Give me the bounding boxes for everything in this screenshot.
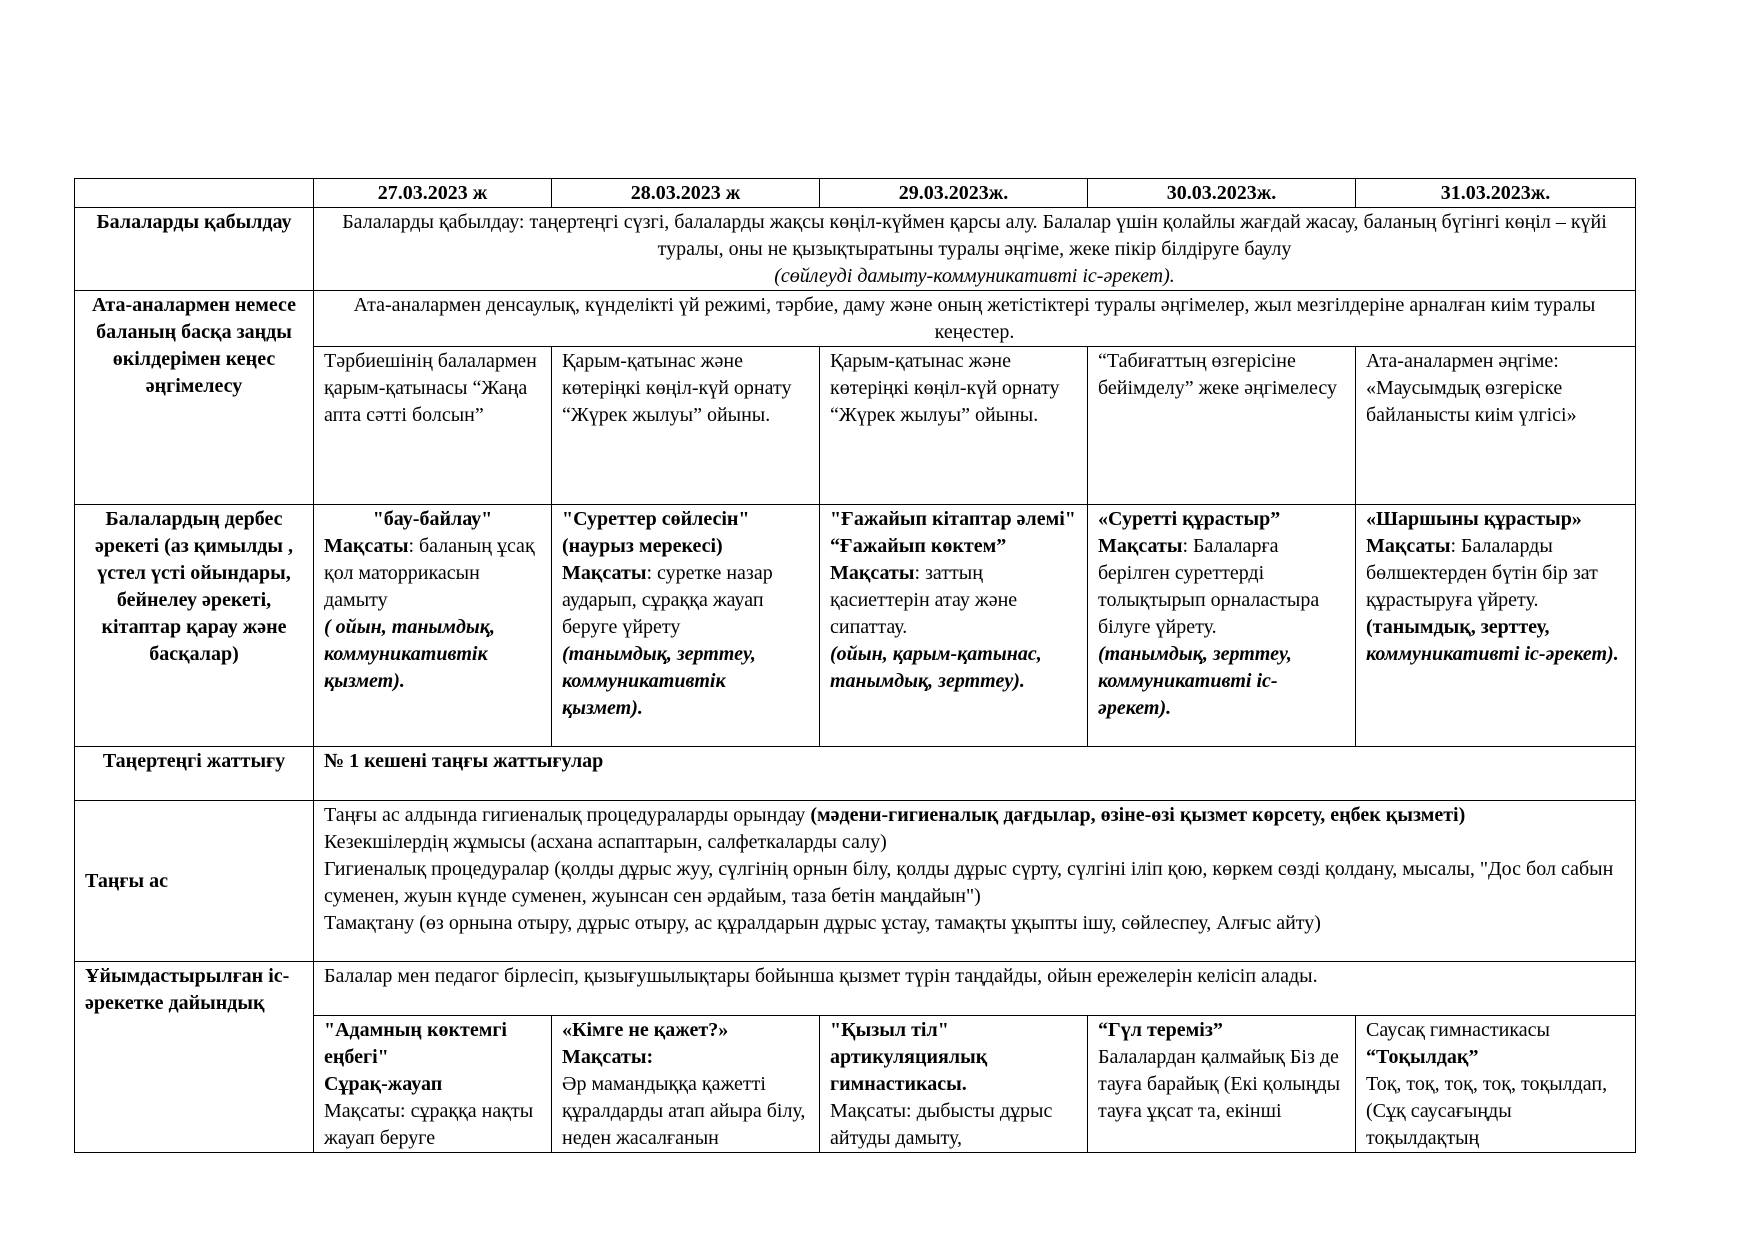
activity-title: «Суретті құрастыр”	[1098, 508, 1281, 530]
parents-row	[75, 291, 1636, 347]
organized-subtitle: Сұрақ-жауап	[324, 1073, 443, 1095]
organized-day-5	[1356, 1016, 1636, 1153]
date-header-2: 28.03.2023 ж	[552, 179, 820, 208]
activity-type-bold: (танымдық, зерттеу,	[1366, 616, 1550, 638]
parents-day-3: Қарым-қатынас және көтеріңкі көңіл-күй орнату “Жүрек жылуы” ойыны.	[820, 347, 1088, 505]
breakfast-line-1-bold: (мәдени-гигиеналық дағдылар, өзіне-өзі қызмет көрсету, еңбек қызметі)	[810, 804, 1466, 826]
goal-word: Мақсаты	[1366, 535, 1451, 557]
parents-label: Ата-аналармен немесе баланың басқа заңды өкілдерімен кеңес әңгімелесу	[75, 291, 314, 505]
independent-row	[75, 505, 1636, 747]
date-header-row	[75, 179, 1636, 208]
morning-exercise-row	[75, 747, 1636, 801]
parents-day-1: Тәрбиешінің балалармен қарым-қатынасы “Жаңа апта сәтті болсын”	[314, 347, 552, 505]
breakfast-line-1: Таңғы ас алдында гигиеналық процедураларды орындау	[324, 804, 811, 826]
organized-text: Балалардан қалмайық Біз де тауға барайық (Екі қолыңды тауға ұқсат та, екінші	[1098, 1046, 1341, 1122]
parents-day-2: Қарым-қатынас және көтеріңкі көңіл-күй орнату “Жүрек жылуы” ойыны.	[552, 347, 820, 505]
organized-goal: Мақсаты:	[562, 1046, 654, 1068]
independent-day-3	[820, 505, 1088, 747]
organized-day-4	[1088, 1016, 1356, 1153]
date-header-4: 30.03.2023ж.	[1088, 179, 1356, 208]
independent-day-2	[552, 505, 820, 747]
independent-label: Балалардың дербес әрекеті (аз қимылды , үстел үсті ойындары, бейнелеу әрекеті, кітаптар қарау және басқалар)	[75, 505, 314, 747]
goal-word: Мақсаты	[830, 562, 915, 584]
goal-word: Мақсаты	[324, 535, 409, 557]
morning-exercise-label: Таңертеңгі жаттығу	[75, 747, 314, 801]
activity-title: "Ғажайып кітаптар әлемі"	[830, 508, 1076, 530]
morning-exercise-text: № 1 кешені таңғы жаттығулар	[314, 747, 1636, 801]
reception-cell	[314, 208, 1636, 291]
organized-day-3	[820, 1016, 1088, 1153]
independent-day-4	[1088, 505, 1356, 747]
activity-type: (ойын, қарым-қатынас, танымдық, зерттеу).	[830, 643, 1042, 692]
reception-label: Балаларды қабылдау	[75, 208, 314, 291]
organized-title-plain: Саусақ гимнастикасы	[1366, 1019, 1550, 1041]
activity-goal: : Балаларды бөлшектерден бүтін бір зат құрастыруға үйрету.	[1366, 535, 1598, 611]
organized-title: "Қызыл тіл" артикуляциялық гимнастикасы.	[830, 1019, 988, 1095]
parents-day-4: “Табиғаттың өзгерісіне бейімделу” жеке әңгімелесу	[1088, 347, 1356, 505]
activity-type: ( ойын, танымдық, коммуникативтік қызмет).	[324, 616, 495, 692]
breakfast-cell	[314, 801, 1636, 962]
parents-common: Ата-аналармен денсаулық, күнделікті үй режимі, тәрбие, даму және оның жетістіктері туралы әңгімелер, жыл мезгілдеріне арналған киім туралы кеңестер.	[314, 291, 1636, 347]
breakfast-line-4: Тамақтану (өз орнына отыру, дұрыс отыру, ас құралдарын дұрыс ұстау, тамақты ұқыпты ішу, сөйлеспеу, Алғыс айту)	[324, 912, 1321, 934]
activity-type: (танымдық, зерттеу, коммуникативтік қызмет).	[562, 643, 756, 719]
goal-word: Мақсаты	[562, 562, 647, 584]
organized-label: Ұйымдастырылған іс-әрекетке дайындық	[75, 962, 314, 1153]
breakfast-row	[75, 801, 1636, 962]
independent-day-5	[1356, 505, 1636, 747]
organized-title: "Адамның көктемгі еңбегі"	[324, 1019, 507, 1068]
organized-text: Тоқ, тоқ, тоқ, тоқ, тоқылдап, (Сұқ саусағыңды тоқылдақтың	[1366, 1073, 1608, 1149]
organized-common: Балалар мен педагог бірлесіп, қызығушылықтары бойынша қызмет түрін таңдайды, ойын ережелерін келісіп алады.	[314, 962, 1636, 1016]
reception-text: Балаларды қабылдау: таңертеңгі сүзгі, балаларды жақсы көңіл-күймен қарсы алу. Балалар үшін қолайлы жағдай жасау, баланың бүгінгі көңіл – күйі туралы, оны не қызықтыратыны туралы әңгіме, жеке пікір білдіруге баулу	[342, 211, 1607, 260]
organized-text: Әр мамандыққа қажетті құралдарды атап айыра білу, неден жасалғанын	[562, 1073, 806, 1149]
breakfast-line-2: Кезекшілердің жұмысы (асхана аспаптарын, салфеткаларды салу)	[324, 831, 887, 853]
organized-text: Мақсаты: сұраққа нақты жауап беруге	[324, 1100, 534, 1149]
organized-row	[75, 962, 1636, 1016]
activity-goal: : суретке назар аударып, сұраққа жауап беруге үйрету	[562, 562, 773, 638]
organized-day-1	[314, 1016, 552, 1153]
reception-activity: (сөйлеуді дамыту-коммуникативті іс-әрекет).	[774, 265, 1175, 287]
organized-text: Мақсаты: дыбысты дұрыс айтуды дамыту,	[830, 1100, 1053, 1149]
goal-word: Мақсаты	[1098, 535, 1183, 557]
date-header-3: 29.03.2023ж.	[820, 179, 1088, 208]
activity-type: коммуникативті іс-әрекет).	[1366, 643, 1619, 665]
activity-title: "бау-байлау"	[372, 508, 493, 530]
weekly-plan-table	[74, 178, 1636, 1153]
organized-title: “Тоқылдақ”	[1366, 1046, 1479, 1068]
activity-title: «Шаршыны құрастыр»	[1366, 508, 1582, 530]
activity-type: (танымдық, зерттеу, коммуникативті іс-әрекет).	[1098, 643, 1292, 719]
activity-goal: : баланың ұсақ қол маторрикасын дамыту	[324, 535, 535, 611]
organized-day-2	[552, 1016, 820, 1153]
breakfast-line-3: Гигиеналық процедуралар (қолды дұрыс жуу, сүлгінің орнын білу, қолды дұрыс сүрту, сүлгіні іліп қою, көркем сөзді қолдану, мысалы, "Дос бол сабын суменен, жуын күнде суменен, жуынсан сен әрдайым, таза бетін маңдайын")	[324, 858, 1614, 907]
activity-title: "Суреттер сөйлесін" (наурыз мерекесі)	[562, 508, 750, 557]
date-header-5: 31.03.2023ж.	[1356, 179, 1636, 208]
activity-goal: : заттың қасиеттерін атау және сипаттау.	[830, 562, 1018, 638]
activity-subtitle: “Ғажайып көктем”	[830, 535, 1007, 557]
corner-cell	[75, 179, 314, 208]
breakfast-label: Таңғы ас	[75, 801, 314, 962]
parents-day-5: Ата-аналармен әңгіме: «Маусымдық өзгеріске байланысты киім үлгісі»	[1356, 347, 1636, 505]
reception-row	[75, 208, 1636, 291]
organized-title: “Гүл тереміз”	[1098, 1019, 1223, 1041]
date-header-1: 27.03.2023 ж	[314, 179, 552, 208]
activity-goal: : Балаларға берілген суреттерді толықтырып орналастыра білуге үйрету.	[1098, 535, 1320, 638]
organized-title: «Кімге не қажет?»	[562, 1019, 729, 1041]
independent-day-1	[314, 505, 552, 747]
